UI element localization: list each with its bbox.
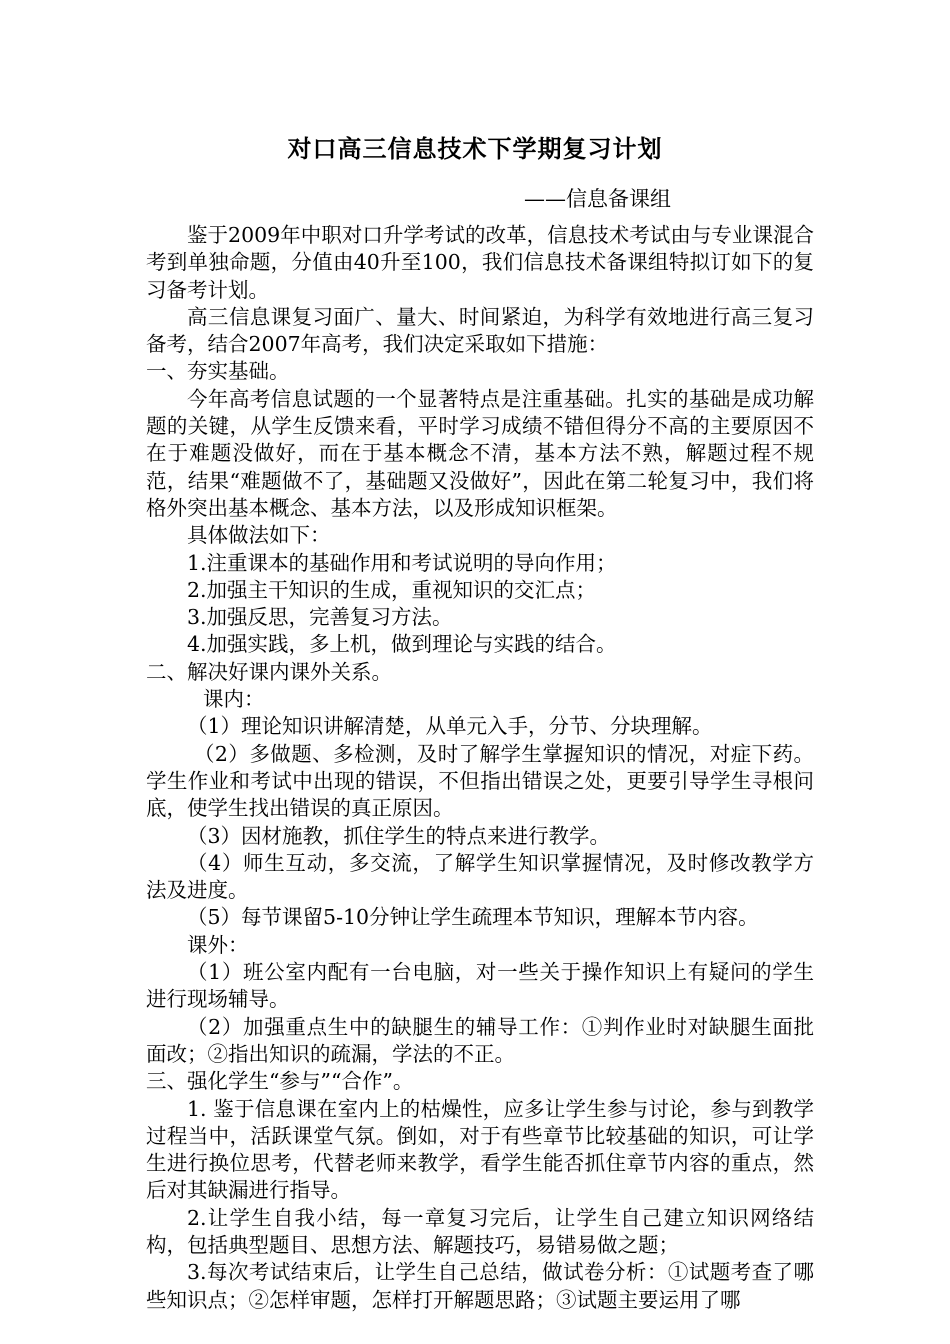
list-item: 1.注重课本的基础作用和考试说明的导向作用； — [187, 550, 617, 575]
paragraph-basics: 今年高考信息试题的一个显著特点是注重基础。扎实的基础是成功解题的关键，从学生反馈来看，平时学习成绩不错但得分不高的主要原因不在于难题没做好，而在于基本概念不清，基本方法不熟，解题过程不规范，结果“难题做不了，基础题又没做好”，因此在第二轮复习中，我们将格外突出基本概念、基本方法，以及形成知识框架。 — [146, 386, 814, 520]
document-title: 对口高三信息技术下学期复习计划 — [287, 135, 663, 163]
list-item: 1. 鉴于信息课在室内上的枯燥性，应多让学生参与讨论，参与到教学过程当中，活跃课堂气氛。倒如，对于有些章节比较基础的知识，可让学生进行换位思考，代替老师来教学，看学生能否抓住章节内容的重点，然后对其缺漏进行指导。 — [146, 1096, 814, 1203]
section-heading-2: 二、解决好课内课外关系。 — [146, 659, 392, 684]
list-item: （4）师生互动，多交流，了解学生知识掌握情况，及时修改教学方法及进度。 — [146, 850, 814, 903]
document-body — [146, 222, 814, 1314]
paragraph-methods-intro: 具体做法如下： — [187, 523, 331, 548]
list-item: 2.加强主干知识的生成，重视知识的交汇点； — [187, 577, 597, 602]
subheading-in-class: 课内： — [203, 687, 265, 712]
list-item: 4.加强实践，多上机，做到理论与实践的结合。 — [187, 632, 617, 657]
section-heading-3: 三、强化学生“参与”“合作”。 — [146, 1069, 414, 1094]
list-item: 3.加强反思，完善复习方法。 — [187, 605, 453, 630]
subheading-out-class: 课外： — [187, 932, 249, 957]
list-item: 3.每次考试结束后，让学生自己总结，做试卷分析：①试题考查了哪些知识点；②怎样审题，怎样打开解题思路；③试题主要运用了哪 — [146, 1260, 814, 1312]
document-byline: ——信息备课组 — [524, 187, 671, 211]
paragraph-intro: 鉴于2009年中职对口升学考试的改革，信息技术考试由与专业课混合考到单独命题，分值由40升至100，我们信息技术备课组特拟订如下的复习备考计划。 — [146, 223, 814, 302]
list-item: （2）加强重点生中的缺腿生的辅导工作：①判作业时对缺腿生面批面改；②指出知识的疏漏，学法的不正。 — [146, 1014, 814, 1066]
section-heading-1: 一、夯实基础。 — [146, 359, 290, 384]
list-item: （1）理论知识讲解清楚，从单元入手，分节、分块理解。 — [187, 714, 713, 739]
list-item: （2）多做题、多检测，及时了解学生掌握知识的情况，对症下药。学生作业和考试中出现的错误，不但指出错误之处，更要引导学生寻根问底，使学生找出错误的真正原因。 — [146, 741, 814, 821]
list-item: 2.让学生自我小结，每一章复习完后，让学生自己建立知识网络结构，包括典型题目、思想方法、解题技巧，易错易做之题； — [146, 1205, 814, 1257]
paragraph-measures: 高三信息课复习面广、量大、时间紧迫，为科学有效地进行高三复习备考，结合2007年高考，我们决定采取如下措施： — [146, 304, 814, 357]
list-item: （3）因材施教，抓住学生的特点来进行教学。 — [187, 823, 611, 848]
list-item: （5）每节课留5-10分钟让学生疏理本节知识，理解本节内容。 — [187, 905, 759, 930]
list-item: （1）班公室内配有一台电脑，对一些关于操作知识上有疑问的学生进行现场辅导。 — [146, 960, 814, 1012]
